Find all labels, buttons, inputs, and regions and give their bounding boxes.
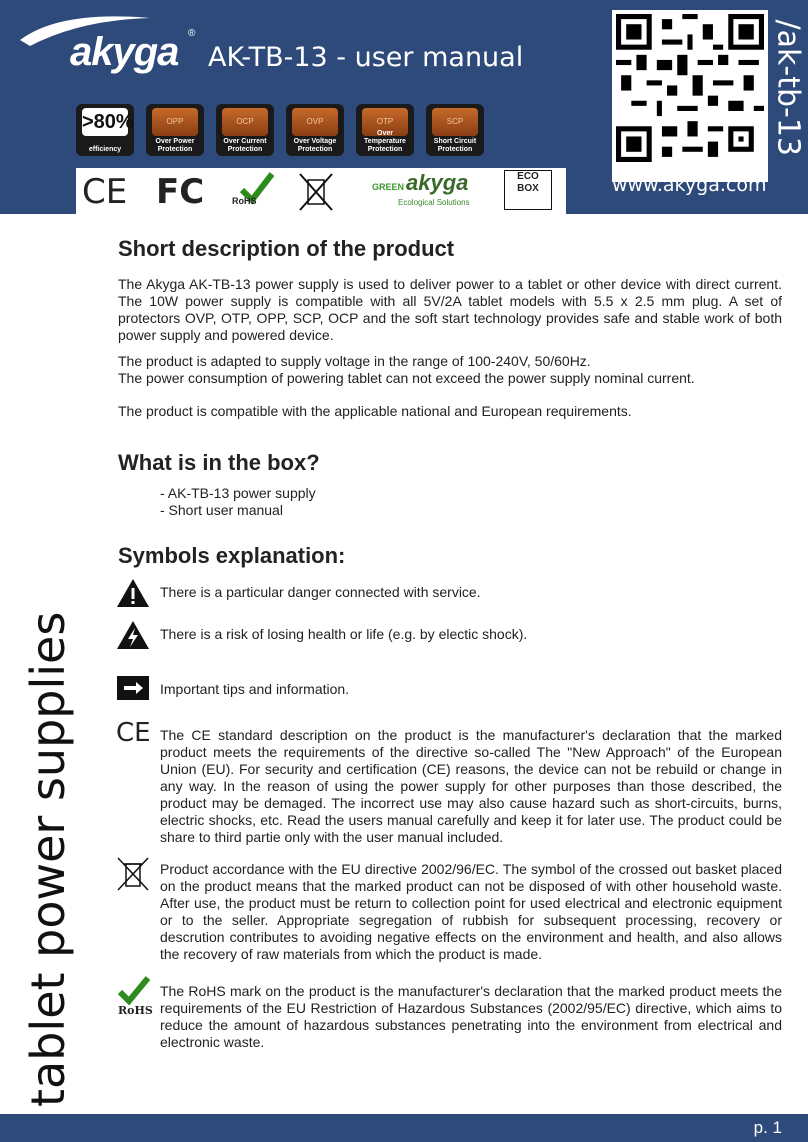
eco-bottom: BOX xyxy=(517,183,539,194)
badge-top: OPP xyxy=(152,108,198,136)
green-sub-label: Ecological Solutions xyxy=(398,198,470,207)
document-title: AK-TB-13 - user manual xyxy=(208,42,524,73)
side-model-text: /ak-tb-13 xyxy=(770,19,806,156)
green-label: GREEN xyxy=(372,182,405,192)
certification-strip xyxy=(76,168,566,214)
box-contents-list xyxy=(118,485,782,519)
fcc-mark-icon: FC xyxy=(156,172,205,212)
qr-code[interactable] xyxy=(612,10,768,182)
description-paragraph-1: The Akyga AK-TB-13 power supply is used to deliver power to a tablet or other device with direct current. The 10W power supply is compatible with all 5V/2A tablet models with 5.5 x 2.5 mm plug. A set of protectors OVP, OTP, OPP, SCP, OCP and the soft start technology provides safe and stable work of both power supply and powered device. xyxy=(118,276,782,343)
description-paragraph-2a: The product is adapted to supply voltage in the range of 100-240V, 50/60Hz. xyxy=(118,353,591,369)
green-akyga-logo: akyga xyxy=(406,170,469,195)
ecobox-icon xyxy=(504,170,552,210)
description-paragraph-2b: The power consumption of powering tablet can not exceed the power supply nominal current. xyxy=(118,370,695,386)
warning-triangle-icon xyxy=(116,578,150,608)
badge-otp xyxy=(356,104,414,156)
eco-top: ECO xyxy=(517,171,539,182)
heading-box: What is in the box? xyxy=(118,450,320,475)
arrow-right-icon xyxy=(116,675,150,701)
ce-icon: CE xyxy=(116,718,151,748)
badge-opp xyxy=(146,104,204,156)
header-banner xyxy=(0,0,808,214)
badge-label: efficiency xyxy=(88,146,122,153)
crossed-bin-icon xyxy=(296,170,336,212)
badge-top: >80% xyxy=(82,108,128,136)
badge-efficiency xyxy=(76,104,134,156)
badge-top: SCP xyxy=(432,108,478,136)
badge-label: Short Circuit Protection xyxy=(433,138,477,153)
badge-label: Over Power Protection xyxy=(155,138,195,153)
footer-bar xyxy=(0,1114,808,1142)
badge-label: Over Voltage Protection xyxy=(293,138,337,153)
symbol-weee-text: Product accordance with the EU directive 2002/96/EC. The symbol of the crossed out basket placed on the product means that the marked product can not be disposed of with other household waste. After use, the product must be return to collection point for used electrical and electronic equipment or to the seller. Appropriate segregation of rubbish for subsequent processing, recovery or descrution contributes to avoiding negative effects on the environment and health, and also allows the recovery of raw materials from which the product is made. xyxy=(160,861,782,962)
badge-label: Over Temperature Protection xyxy=(364,130,406,153)
website-link[interactable]: www.akyga.com xyxy=(612,174,767,196)
symbol-tips-text: Important tips and information. xyxy=(160,681,350,697)
main-content xyxy=(118,228,782,569)
ce-mark-icon: CE xyxy=(82,172,128,212)
electric-shock-icon xyxy=(116,620,150,650)
badge-ovp xyxy=(286,104,344,156)
symbol-shock-text: There is a risk of losing health or life (e.g. by electic shock). xyxy=(160,626,528,642)
badge-label: Over Current Protection xyxy=(223,138,267,153)
vertical-category-text: tablet power supplies xyxy=(21,611,75,1107)
brand-logo: akyga xyxy=(70,30,179,74)
crossed-basket-icon xyxy=(116,856,150,892)
rohs-label: RoHS xyxy=(232,196,257,206)
description-paragraph-3: The product is compatible with the applicable national and European requirements. xyxy=(118,403,632,419)
badge-ocp xyxy=(216,104,274,156)
badge-top: OCP xyxy=(222,108,268,136)
vertical-category-label xyxy=(21,560,84,1107)
rohs-checkmark-icon xyxy=(116,976,152,1006)
badge-top: OVP xyxy=(292,108,338,136)
qr-pattern-icon xyxy=(616,14,764,162)
badge-scp xyxy=(426,104,484,156)
symbol-danger-text: There is a particular danger connected with service. xyxy=(160,584,481,600)
list-item: - Short user manual xyxy=(160,502,283,518)
symbol-rohs-text: The RoHS mark on the product is the manufacturer's declaration that the marked product meets the requirements of the EU Restriction of Hazardous Substances (2002/95/EC) directive, which aims to reduce the amount of hazardous substances penetrating into the environment from electrical and electronic waste. xyxy=(160,983,782,1050)
symbol-ce-text: The CE standard description on the product is the manufacturer's declaration that the marked product meets the requirements of the directive so-called The "New Approach" of the European Union (EU). For security and certification (CE) reasons, the device can not be rebuild or change in any way. In the reason of using the power supply for other purposes than those described, the product may be demaged. The incorrect use may also cause hazard such as short-circuits, burns, electric shocks, etc. Read the users manual carefully and keep it for later use. The product could be share to third partie only with the user manual included. xyxy=(160,727,782,845)
badge-top: OTP xyxy=(362,108,408,136)
rohs-icon-label: RoHS xyxy=(118,1004,153,1017)
registered-mark: ® xyxy=(188,28,196,39)
heading-symbols: Symbols explanation: xyxy=(118,543,346,568)
page-number: p. 1 xyxy=(753,1118,782,1137)
side-model-label xyxy=(768,19,808,212)
list-item: - AK-TB-13 power supply xyxy=(160,485,316,501)
heading-description: Short description of the product xyxy=(118,236,455,261)
